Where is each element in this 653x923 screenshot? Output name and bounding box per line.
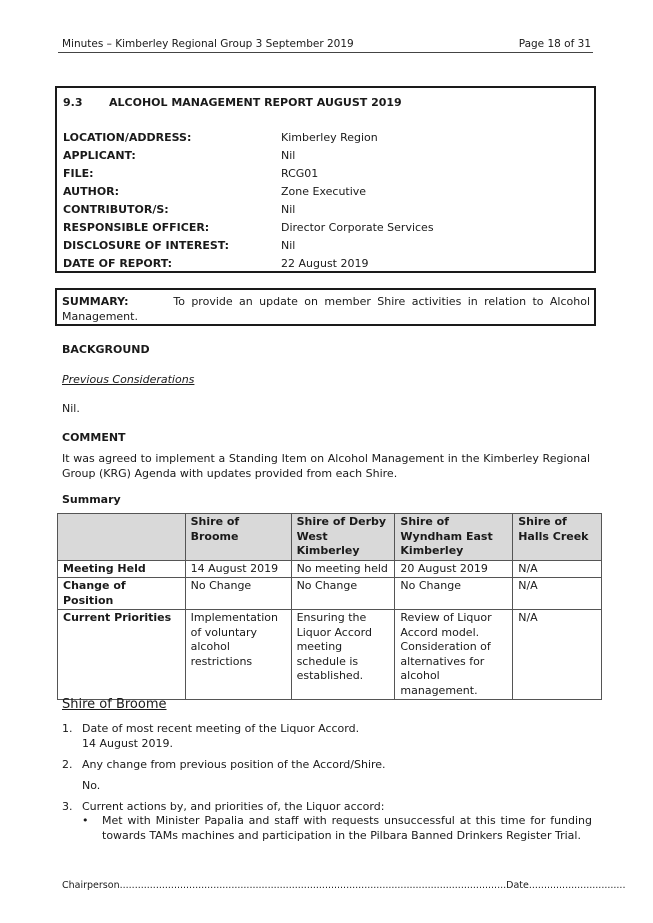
- list-subtext: No.: [82, 779, 101, 792]
- table-header-cell: Shire of Broome: [185, 514, 291, 561]
- list-text: Any change from previous position of the Accord/Shire.: [82, 758, 386, 771]
- table-cell: No meeting held: [291, 560, 395, 578]
- summary-table-heading: Summary: [62, 493, 121, 506]
- date-label: Date: [506, 880, 529, 891]
- table-row-label: Current Priorities: [58, 610, 186, 700]
- item-title: [63, 96, 402, 109]
- page-header-title: Minutes – Kimberley Regional Group 3 September 2019: [62, 38, 354, 50]
- list-subtext: 14 August 2019.: [82, 737, 173, 750]
- table-cell: N/A: [513, 610, 602, 700]
- table-cell: No Change: [395, 578, 513, 610]
- field-value: Zone Executive: [281, 185, 367, 198]
- table-cell: 20 August 2019: [395, 560, 513, 578]
- field-value: RCG01: [281, 167, 319, 180]
- field-label: DATE OF REPORT:: [63, 257, 173, 270]
- item-title-text: ALCOHOL MANAGEMENT REPORT AUGUST 2019: [109, 96, 402, 109]
- field-value: Director Corporate Services: [281, 221, 434, 234]
- table-row: [58, 578, 602, 610]
- table-row-label: Meeting Held: [58, 560, 186, 578]
- chairperson-label: Chairperson: [62, 880, 120, 891]
- comment-text: It was agreed to implement a Standing Item on Alcohol Management in the Kimberley Regional Group (KRG) Agenda with updates provided from each Shire.: [62, 452, 590, 480]
- signature-footer: [62, 880, 625, 891]
- summary-text: [62, 294, 590, 324]
- background-heading: BACKGROUND: [62, 343, 150, 356]
- table-cell: Review of Liquor Accord model. Consideration of alternatives for alcohol management.: [395, 610, 513, 700]
- table-row: [58, 560, 602, 578]
- shire-of-broome-heading: Shire of Broome: [62, 697, 167, 712]
- header-divider: [58, 52, 593, 53]
- summary-table: [57, 513, 602, 700]
- field-label: APPLICANT:: [63, 149, 136, 162]
- list-number: 3.: [62, 800, 73, 813]
- summary-body: To provide an update on member Shire activities in relation to Alcohol Management.: [62, 295, 591, 323]
- field-label: AUTHOR:: [63, 185, 120, 198]
- table-row: [58, 610, 602, 700]
- field-value: Nil: [281, 149, 296, 162]
- table-header-cell: [58, 514, 186, 561]
- bullet-icon: •: [82, 814, 89, 827]
- list-text: Date of most recent meeting of the Liquor Accord.: [82, 722, 360, 735]
- table-cell: N/A: [513, 578, 602, 610]
- table-cell: Implementation of voluntary alcohol restrictions: [185, 610, 291, 700]
- chairperson-signature-line: ................................................................................................................................: [119, 880, 507, 891]
- field-value: 22 August 2019: [281, 257, 369, 270]
- field-value: Kimberley Region: [281, 131, 378, 144]
- table-cell: No Change: [185, 578, 291, 610]
- table-header-row: [58, 514, 602, 561]
- comment-heading: COMMENT: [62, 431, 126, 444]
- table-cell: 14 August 2019: [185, 560, 291, 578]
- table-cell: Ensuring the Liquor Accord meeting schedule is established.: [291, 610, 395, 700]
- background-text: Nil.: [62, 402, 80, 415]
- field-value: Nil: [281, 203, 296, 216]
- bullet-text: Met with Minister Papalia and staff with requests unsuccessful at this time for funding towards TAMs machines and participation in the Pilbara Banned Drinkers Register Trial.: [102, 814, 592, 842]
- field-label: RESPONSIBLE OFFICER:: [63, 221, 210, 234]
- table-row-label: Change of Position: [58, 578, 186, 610]
- table-cell: N/A: [513, 560, 602, 578]
- table-header-cell: Shire of Derby West Kimberley: [291, 514, 395, 561]
- list-number: 1.: [62, 722, 73, 735]
- list-number: 2.: [62, 758, 73, 771]
- previous-considerations-subheading: Previous Considerations: [62, 373, 195, 386]
- summary-label: SUMMARY:: [62, 295, 129, 308]
- table-cell: No Change: [291, 578, 395, 610]
- table-header-cell: Shire of Halls Creek: [513, 514, 602, 561]
- field-value: Nil: [281, 239, 296, 252]
- table-header-cell: Shire of Wyndham East Kimberley: [395, 514, 513, 561]
- field-label: DISCLOSURE OF INTEREST:: [63, 239, 230, 252]
- item-number: 9.3: [63, 96, 83, 109]
- field-label: CONTRIBUTOR/S:: [63, 203, 169, 216]
- page-number: Page 18 of 31: [518, 38, 591, 50]
- field-label: LOCATION/ADDRESS:: [63, 131, 192, 144]
- list-text: Current actions by, and priorities of, the Liquor accord:: [82, 800, 385, 813]
- date-signature-line: ................................: [528, 880, 626, 891]
- field-label: FILE:: [63, 167, 94, 180]
